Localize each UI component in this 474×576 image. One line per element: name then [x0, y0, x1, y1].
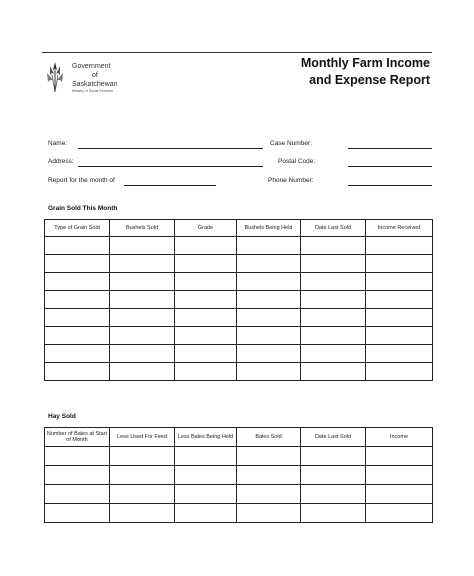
grain-cell[interactable] [110, 237, 175, 255]
grain-cell[interactable] [45, 327, 110, 345]
government-wordmark [72, 62, 118, 94]
grain-cell[interactable] [175, 255, 237, 273]
case-number-label: Case Number: [270, 140, 312, 147]
table-row [45, 363, 433, 381]
grain-cell[interactable] [237, 255, 301, 273]
hay-header-cell: Date Last Sold [301, 428, 366, 447]
grain-header-cell: Grade [175, 220, 237, 237]
table-row [45, 291, 433, 309]
grain-header-cell: Bushels Sold [110, 220, 175, 237]
grain-cell[interactable] [110, 345, 175, 363]
wheat-sheaf-logo-icon [44, 60, 66, 94]
hay-header-row [45, 428, 433, 447]
grain-cell[interactable] [237, 327, 301, 345]
grain-cell[interactable] [175, 345, 237, 363]
org-line-2: of [92, 72, 98, 79]
grain-cell[interactable] [175, 237, 237, 255]
grain-cell[interactable] [45, 309, 110, 327]
grain-cell[interactable] [110, 327, 175, 345]
hay-cell[interactable] [366, 447, 433, 466]
grain-cell[interactable] [366, 291, 433, 309]
postal-code-field[interactable] [348, 166, 432, 167]
table-row [45, 309, 433, 327]
hay-cell[interactable] [45, 466, 110, 485]
address-field[interactable] [78, 166, 263, 167]
hay-section-title: Hay Sold [48, 413, 76, 420]
hay-cell[interactable] [237, 504, 301, 523]
hay-cell[interactable] [301, 504, 366, 523]
phone-number-field[interactable] [348, 185, 432, 186]
table-row [45, 255, 433, 273]
grain-cell[interactable] [301, 237, 366, 255]
case-number-field[interactable] [348, 148, 432, 149]
report-month-field[interactable] [124, 185, 216, 186]
hay-cell[interactable] [110, 466, 175, 485]
header-rule [42, 52, 432, 53]
grain-cell[interactable] [45, 273, 110, 291]
table-row [45, 466, 433, 485]
hay-header-cell: Less Bales Being Held [175, 428, 237, 447]
grain-cell[interactable] [175, 273, 237, 291]
grain-cell[interactable] [366, 309, 433, 327]
grain-cell[interactable] [175, 309, 237, 327]
grain-cell[interactable] [45, 291, 110, 309]
hay-cell[interactable] [366, 466, 433, 485]
table-row [45, 345, 433, 363]
hay-cell[interactable] [110, 485, 175, 504]
report-title-line-1: Monthly Farm Income [300, 56, 430, 70]
table-row [45, 504, 433, 523]
grain-section-title: Grain Sold This Month [48, 205, 118, 212]
table-row [45, 447, 433, 466]
grain-cell[interactable] [301, 291, 366, 309]
table-row [45, 485, 433, 504]
table-row [45, 327, 433, 345]
grain-cell[interactable] [366, 345, 433, 363]
grain-cell[interactable] [45, 363, 110, 381]
report-title-line-2: and Expense Report [309, 73, 430, 87]
grain-cell[interactable] [237, 363, 301, 381]
table-row [45, 273, 433, 291]
grain-header-row [45, 220, 433, 237]
grain-cell[interactable] [301, 345, 366, 363]
grain-header-cell: Date Last Sold [301, 220, 366, 237]
hay-cell[interactable] [175, 466, 237, 485]
hay-cell[interactable] [110, 504, 175, 523]
grain-cell[interactable] [110, 309, 175, 327]
hay-cell[interactable] [366, 504, 433, 523]
report-title [301, 55, 430, 89]
grain-cell[interactable] [301, 309, 366, 327]
table-row [45, 237, 433, 255]
hay-cell[interactable] [237, 447, 301, 466]
grain-table [44, 219, 433, 381]
grain-cell[interactable] [366, 273, 433, 291]
grain-cell[interactable] [175, 327, 237, 345]
grain-cell[interactable] [110, 291, 175, 309]
grain-cell[interactable] [237, 291, 301, 309]
hay-cell[interactable] [175, 485, 237, 504]
grain-cell[interactable] [366, 237, 433, 255]
grain-cell[interactable] [301, 363, 366, 381]
hay-header-cell: Bales Sold [237, 428, 301, 447]
grain-cell[interactable] [175, 291, 237, 309]
hay-cell[interactable] [301, 466, 366, 485]
grain-header-cell: Type of Grain Sold [45, 220, 110, 237]
grain-cell[interactable] [366, 255, 433, 273]
hay-cell[interactable] [366, 485, 433, 504]
grain-cell[interactable] [301, 255, 366, 273]
phone-number-label: Phone Number: [268, 177, 314, 184]
name-field[interactable] [78, 148, 263, 149]
grain-cell[interactable] [45, 237, 110, 255]
org-line-1: Government [72, 63, 111, 70]
hay-cell[interactable] [110, 447, 175, 466]
address-label: Address: [48, 158, 74, 165]
hay-cell[interactable] [237, 466, 301, 485]
grain-cell[interactable] [366, 363, 433, 381]
hay-cell[interactable] [45, 504, 110, 523]
grain-cell[interactable] [237, 237, 301, 255]
grain-cell[interactable] [45, 345, 110, 363]
hay-cell[interactable] [175, 447, 237, 466]
grain-header-cell: Bushels Being Held [237, 220, 301, 237]
hay-header-cell: Less Used For Feed [110, 428, 175, 447]
grain-cell[interactable] [301, 273, 366, 291]
hay-cell[interactable] [301, 447, 366, 466]
hay-header-cell: Income [366, 428, 433, 447]
hay-cell[interactable] [301, 485, 366, 504]
grain-cell[interactable] [110, 363, 175, 381]
org-line-3: Saskatchewan [72, 81, 118, 88]
grain-cell[interactable] [110, 273, 175, 291]
grain-cell[interactable] [237, 309, 301, 327]
grain-cell[interactable] [175, 363, 237, 381]
grain-cell[interactable] [301, 327, 366, 345]
hay-table [44, 427, 433, 523]
name-label: Name: [48, 140, 68, 147]
grain-cell[interactable] [237, 273, 301, 291]
hay-cell[interactable] [175, 504, 237, 523]
grain-cell[interactable] [366, 327, 433, 345]
postal-code-label: Postal Code: [278, 158, 316, 165]
hay-header-cell: Number of Bales at Start of Month [45, 428, 110, 447]
hay-cell[interactable] [237, 485, 301, 504]
grain-cell[interactable] [237, 345, 301, 363]
grain-header-cell: Income Received [366, 220, 433, 237]
hay-cell[interactable] [45, 485, 110, 504]
ministry-name: Ministry of Social Services [72, 89, 113, 93]
grain-cell[interactable] [45, 255, 110, 273]
grain-cell[interactable] [110, 255, 175, 273]
report-month-label: Report for the month of [48, 177, 115, 184]
hay-cell[interactable] [45, 447, 110, 466]
